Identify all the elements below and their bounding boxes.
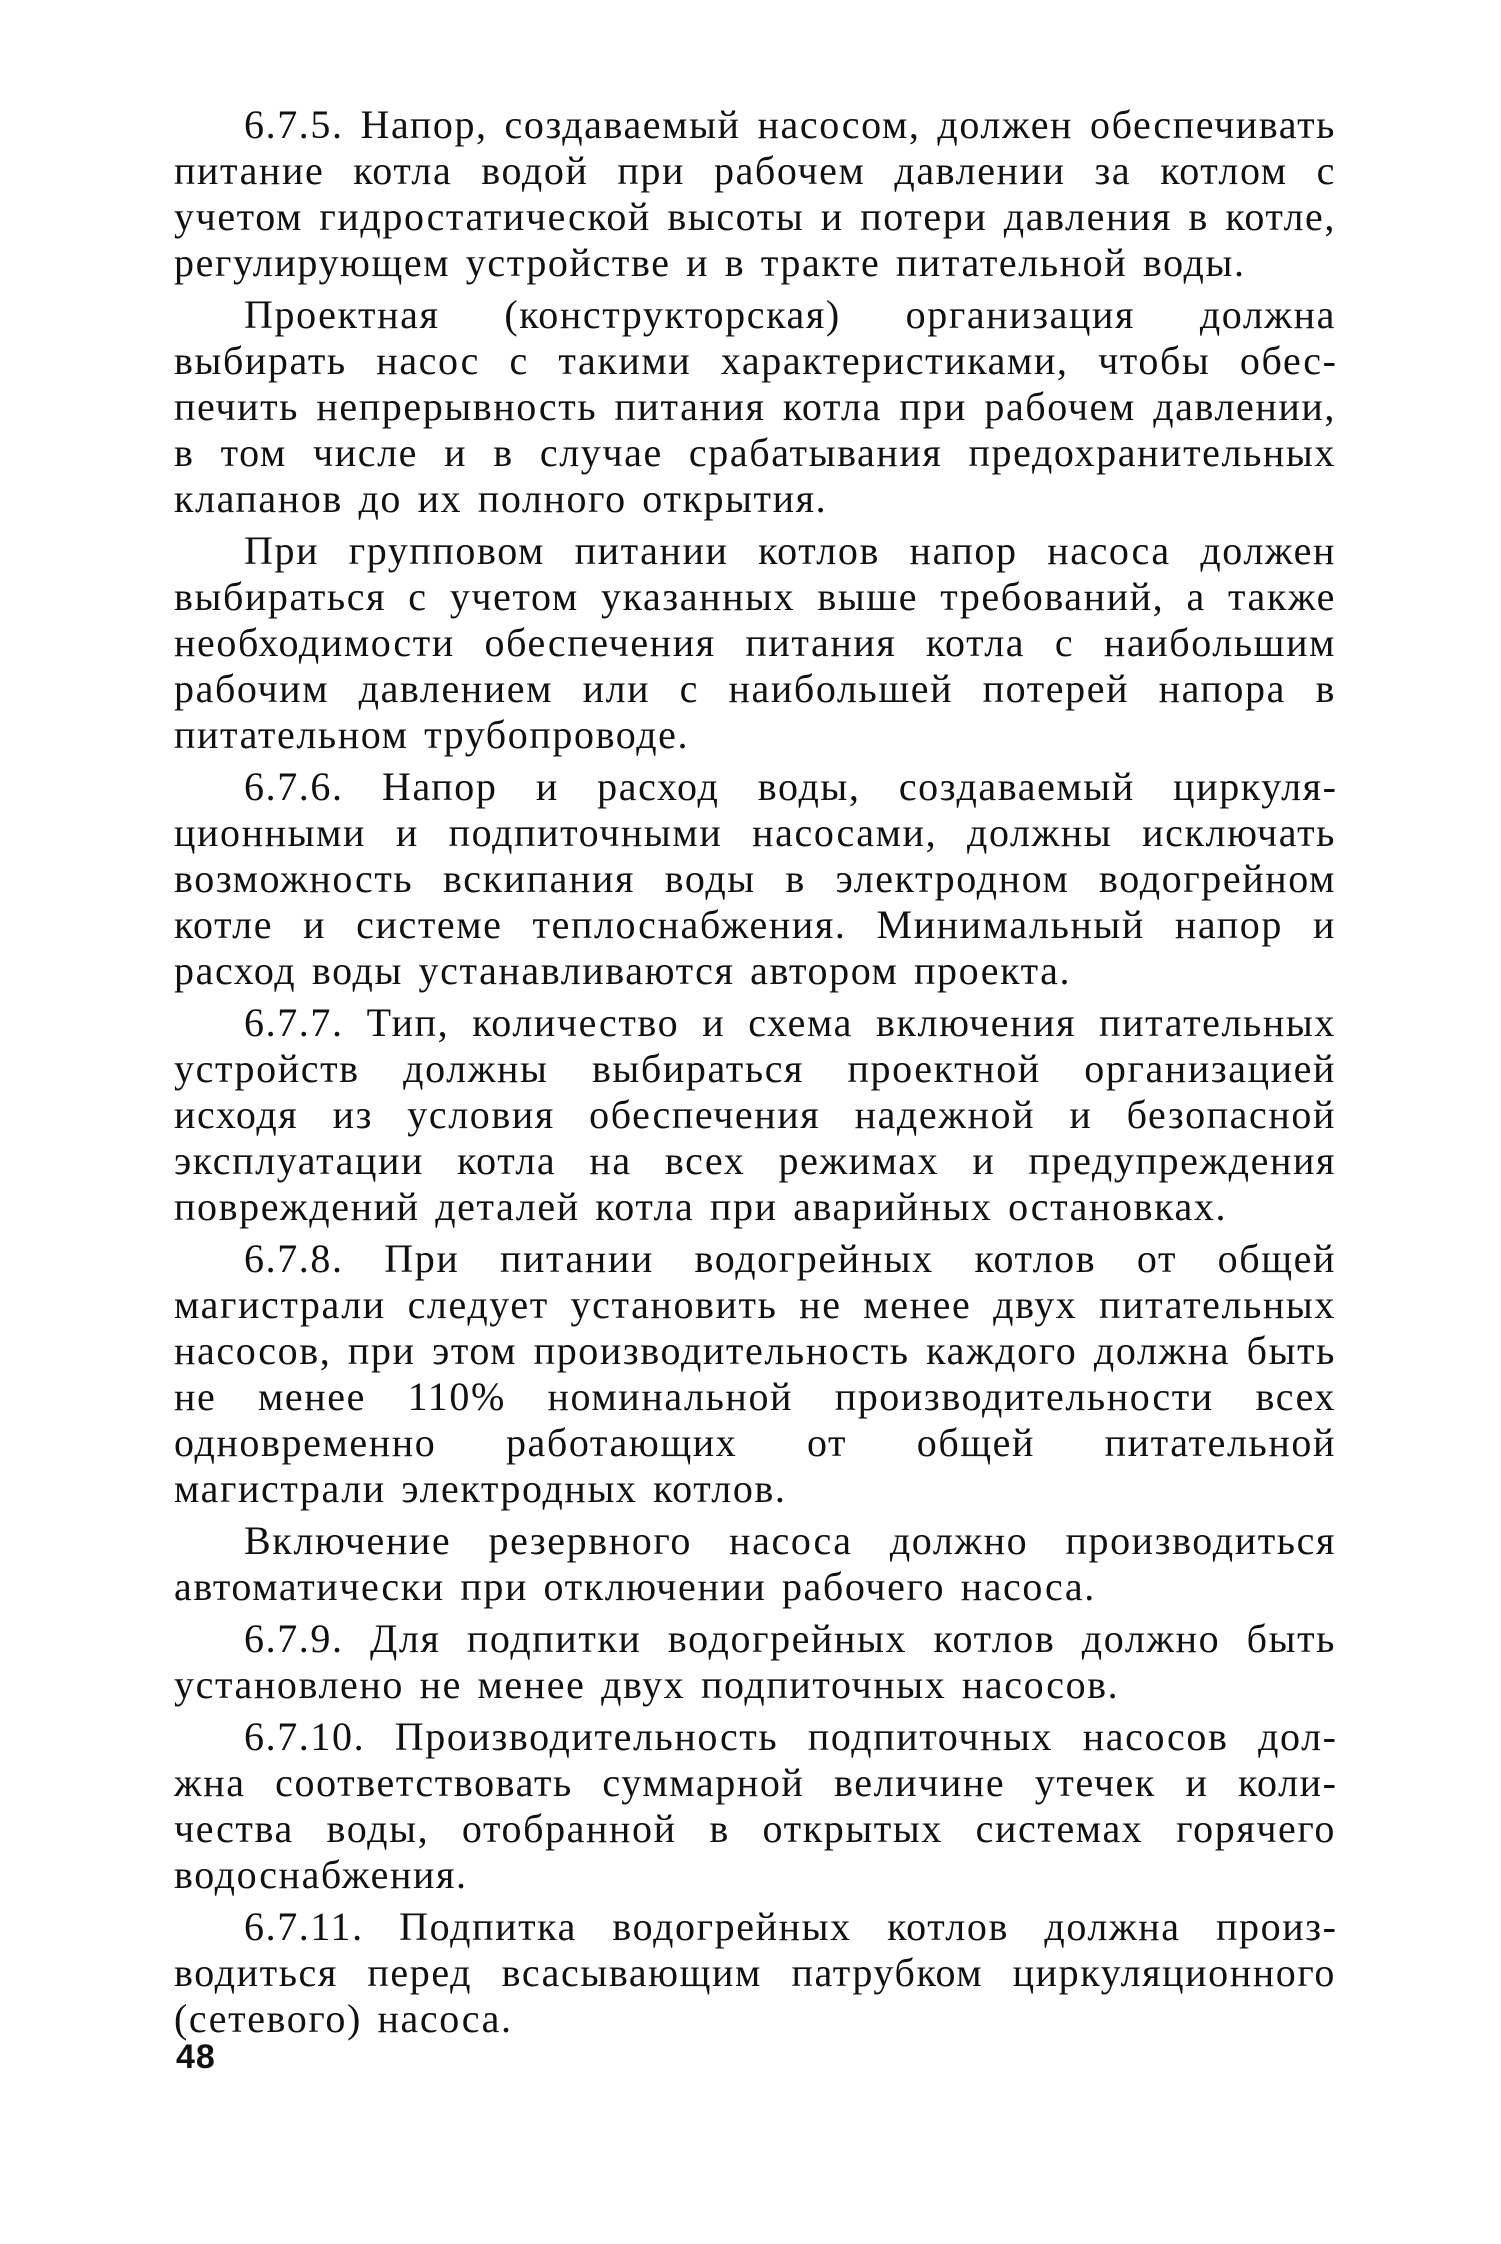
paragraph-6-7-11: 6.7.11. Подпитка водогрейных котлов должна производиться перед всасывающим патрубком циркуляционного (сетевого) насоса. [174,1904,1336,2041]
paragraph-design-organization: Проектная (конструкторская) организация должна выбирать насос с такими характеристиками, чтобы обеспечить непрерывность питания котла при рабочем давлении, в том числе и в случае срабатывания предохранительных клапанов до их полного открытия. [174,292,1336,521]
paragraph-6-7-7: 6.7.7. Тип, количество и схема включения питательных устройств должны выбираться проектной организацией исходя из условия обеспечения надежной и безопасной эксплуатации котла на всех режимах и предупреждения повреждений деталей котла при аварийных остановках. [174,1000,1336,1229]
paragraph-reserve-pump: Включение резервного насоса должно производиться автоматически при отключении рабочего насоса. [174,1518,1336,1609]
paragraph-6-7-9: 6.7.9. Для подпитки водогрейных котлов должно быть установлено не менее двух подпиточных насосов. [174,1616,1336,1707]
paragraph-group-feeding: При групповом питании котлов напор насоса должен выбираться с учетом указанных выше требований, а также необходимости обеспечения питания котла с наибольшим рабочим давлением или с наибольшей потерей напора в питательном трубопроводе. [174,528,1336,757]
paragraph-6-7-10: 6.7.10. Производительность подпиточных насосов должна соответствовать суммарной величине утечек и количества воды, отобранной в открытых системах горячего водоснабжения. [174,1714,1336,1897]
page-number: 48 [176,2038,216,2076]
paragraph-6-7-5: 6.7.5. Напор, создаваемый насосом, должен обеспечивать питание котла водой при рабочем давлении за котлом с учетом гидростатической высоты и потери давления в котле, регулирующем устройстве и в тракте питательной воды. [174,102,1336,285]
document-body [174,102,1336,2048]
paragraph-6-7-6: 6.7.6. Напор и расход воды, создаваемый циркуляционными и подпиточными насосами, должны исключать возможность вскипания воды в электродном водогрейном котле и системе теплоснабжения. Минимальный напор и расход воды устанавливаются автором проекта. [174,764,1336,993]
paragraph-6-7-8: 6.7.8. При питании водогрейных котлов от общей магистрали следует установить не менее двух питательных насосов, при этом производительность каждого должна быть не менее 110% номинальной производительности всех одновременно работающих от общей питательной магистрали электродных котлов. [174,1236,1336,1511]
